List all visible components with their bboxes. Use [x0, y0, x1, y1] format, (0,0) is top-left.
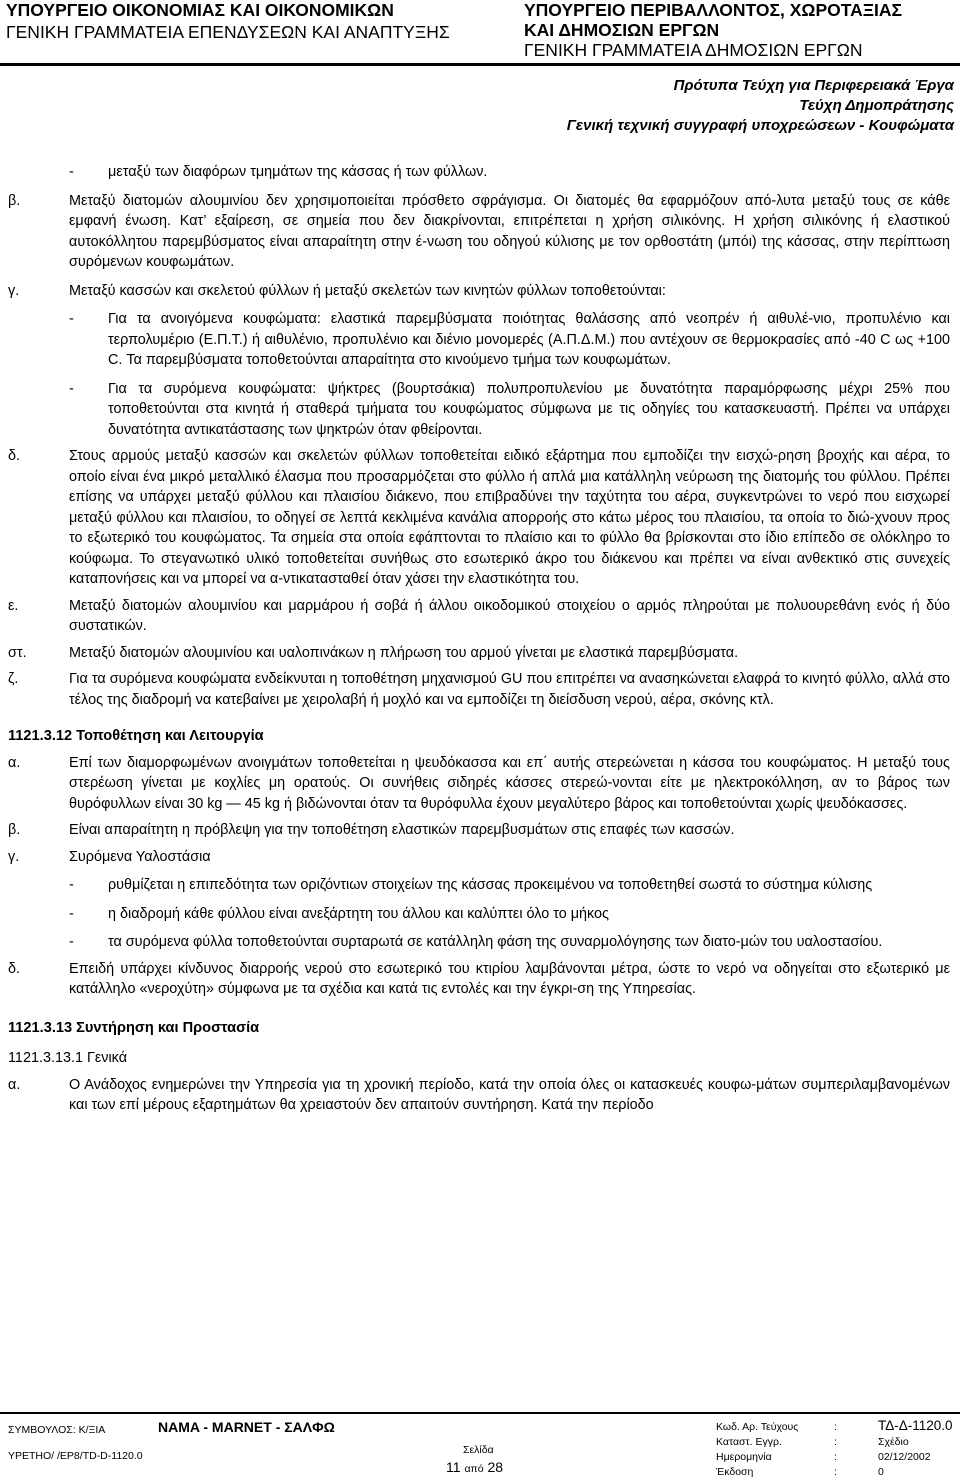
- subsection-heading: 1121.3.13.1 Γενικά: [8, 1050, 128, 1066]
- list-item: [0, 379, 960, 441]
- list-item: [0, 643, 960, 664]
- footer-divider: [0, 1412, 960, 1414]
- doc-title-1: Πρότυπα Τεύχη για Περιφερειακά Έργα: [673, 77, 954, 94]
- list-item: [0, 596, 960, 637]
- item-label: β.: [8, 192, 21, 209]
- document-meta: [710, 1418, 960, 1481]
- meta-row: [710, 1436, 960, 1451]
- paragraph-text: μεταξύ των διαφόρων τμημάτων της κάσσας ή των φύλλων.: [108, 164, 488, 180]
- paragraph-text: Είναι απαραίτητη η πρόβλεψη για την τοποθέτηση ελαστικών παρεμβυσμάτων στις επαφές των κασσών.: [69, 822, 735, 838]
- document-titles: [567, 76, 954, 136]
- paragraph-text: Για τα συρόμενα κουφώματα: ψήκτρες (βουρτσάκια) πολυπροπυλενίου με δυνατότητα παραμόρφωσης μέχρι 25% που τοποθετούνται στα κινητά ή σταθερά τμήματα του κουφώματος σύμφωνα με τις οδηγίες του κατασκευαστή. Πρέπει να υπάρχει δυνατότητα αντικατάστασης των ψηκτρών όταν φθείρονται.: [108, 380, 950, 438]
- paragraph-text: η διαδρομή κάθε φύλλου είναι ανεξάρτητη του άλλου και καλύπτει όλο το μήκος: [108, 905, 609, 922]
- ministry-name-right-1: ΥΠΟΥΡΓΕΙΟ ΠΕΡΙΒΑΛΛΟΝΤΟΣ, ΧΩΡΟΤΑΞΙΑΣ: [524, 0, 903, 20]
- item-label: στ.: [8, 644, 27, 661]
- meta-row: [710, 1451, 960, 1466]
- dash-bullet: -: [69, 311, 74, 327]
- list-item: [0, 904, 960, 925]
- list-item: [0, 1075, 960, 1116]
- header-left: [6, 0, 476, 42]
- paragraph-text: Μεταξύ διατομών αλουμινίου και υαλοπινάκων η πλήρωση του αρμού γίνεται με ελαστικά παρεμβύσματα.: [69, 644, 739, 661]
- item-label: δ.: [8, 448, 21, 464]
- doc-title-2: Τεύχη Δημοπράτησης: [799, 97, 954, 114]
- meta-key: Κωδ. Αρ. Τεύχους: [716, 1421, 799, 1433]
- paragraph-text: Επειδή υπάρχει κίνδυνος διαρροής νερού στο εσωτερικό του κτιρίου λαμβάνονται μέτρα, ώστε το νερό να οδηγείται στο εξωτερικό με κατάλληλο «νεροχύτη» σύμφωνα με τα σχέδια και κατά τις εντολές και την έγκρι-ση της Υπηρεσίας.: [69, 960, 950, 997]
- item-label: γ.: [8, 848, 20, 865]
- meta-colon: :: [834, 1451, 837, 1463]
- dash-bullet: -: [69, 164, 74, 180]
- page-total: 28: [487, 1459, 504, 1475]
- paragraph-text: ρυθμίζεται η επιπεδότητα των οριζόντιων στοιχείων της κάσσας προκειμένου να τοποθετηθεί σωστά το σύστημα κύλισης: [108, 877, 873, 893]
- ministry-name-right-2: ΚΑΙ ΔΗΜΟΣΙΩΝ ΕΡΓΩΝ: [524, 20, 720, 40]
- list-item: [0, 281, 960, 302]
- paragraph-text: τα συρόμενα φύλλα τοποθετούνται συρταρωτά σε κατάλληλη φάση της συναρμολόγησης των διατο-μών του υαλοστασίου.: [108, 934, 883, 950]
- list-item: [0, 446, 960, 590]
- meta-value: 0: [878, 1466, 884, 1478]
- ministry-name-left: ΥΠΟΥΡΓΕΙΟ ΟΙΚΟΝΟΜΙΑΣ ΚΑΙ ΟΙΚΟΝΟΜΙΚΩΝ: [6, 0, 394, 20]
- item-label: α.: [8, 1076, 21, 1093]
- list-item: [0, 309, 960, 371]
- dash-bullet: -: [69, 905, 74, 922]
- meta-value: 02/12/2002: [878, 1451, 931, 1463]
- meta-key: Καταστ. Εγγρ.: [716, 1436, 782, 1448]
- consultant-label: ΣΥΜΒΟΥΛΟΣ: Κ/ΞΙΑ: [8, 1424, 106, 1436]
- dash-bullet: -: [69, 934, 74, 950]
- meta-colon: :: [834, 1436, 837, 1448]
- meta-value: ΤΔ-Δ-1120.0: [878, 1418, 953, 1433]
- paragraph-text: Μεταξύ διατομών αλουμινίου και μαρμάρου ή σοβά ή άλλου οικοδομικού στοιχείου ο αρμός πληρούται με πολυουρεθάνη ενός ή δύο συστατικών.: [69, 597, 950, 634]
- meta-row: [710, 1418, 960, 1436]
- paragraph-text: Για τα συρόμενα κουφώματα ενδείκνυται η τοποθέτηση μηχανισμού GU που επιτρέπει να ανασηκώνεται ελαφρά το κινητό φύλλο, αλλά στο τέλος της διαδρομή να κατεβαίνει με χειρολαβή ή μοχλό και να εμποδίζει τη διείσδυση νερού, αέρα, σκόνης κτλ.: [69, 671, 950, 708]
- paragraph-text: Στους αρμούς μεταξύ κασσών και σκελετών φύλλων τοποθετείται ειδικό εξάρτημα που εμποδίζει την εισχώ-ρηση βροχής και αέρα, το οποίο είναι ένα μικρό μεταλλικό έλασμα που προσαρμόζεται στο φύλλο ή απλά μια κατάλληλη νεύρωση της διατομής του φύλλου. Πρέπει επίσης να υπάρχει μεταξύ φύλλου και πλαισίου διάκενο, που επιβραδύνει την ταχύτητα του αέρα, συγκεντρώνει το νερό που εισχωρεί μεταξύ φύλλου και πλαισίου, το οδηγεί σε λεπτά κεκλιμένα κανάλια απορροής στο κάτω μέρος του πλαισίου, τα οποία το διώ-χνουν προς το εξωτερικό του κουφώματος. Τα σημεία στα οποία εφάπτονται το πλαίσιο και το φύλλο θα βρίσκονται στο ίδιο επίπεδο σε ολόκληρο το κούφωμα. Το στεγανωτικό υλικό τοποθετείται συνήθως στο εσωτερικό άκρο του διάκενου και πρέπει να είναι ανθεκτικό στις συνεχείς καταπονήσεις και να μπορεί να α-ντικατασταθεί όταν χάσει την ελαστικότητα του.: [69, 448, 950, 587]
- item-label: β.: [8, 822, 21, 838]
- meta-row: [710, 1466, 960, 1481]
- list-item: [0, 753, 960, 815]
- paragraph-text: Μεταξύ κασσών και σκελετού φύλλων ή μεταξύ σκελετών των κινητών φύλλων τοποθετούνται:: [69, 282, 666, 299]
- secretariat-name-right: ΓΕΝΙΚΗ ΓΡΑΜΜΑΤΕΙΑ ΔΗΜΟΣΙΩΝ ΕΡΓΩΝ: [524, 40, 863, 60]
- list-item: [0, 820, 960, 841]
- page-current: 11: [446, 1459, 461, 1475]
- document-code: ΥΡΕΤΗΟ/ /ΕΡ8/ΤD-D-1120.0: [8, 1450, 143, 1462]
- item-label: ζ.: [8, 671, 19, 687]
- page-of: από: [464, 1463, 484, 1475]
- paragraph-text: Για τα ανοιγόμενα κουφώματα: ελαστικά παρεμβύσματα ποιότητας θαλάσσης από νεοπρέν ή αιθυλέ-νιο, προπυλένιο και τερπολυμέριο (Ε.Π.Τ.) ή αιθυλένιο, προπυλένιο και διένιο μονομερές (Α.Π.Δ.Μ.) που αντέχουν σε θερμοκρασίες από -40 C ως +100 C. Τα παρεμβύσματα τοποθετούνται απαραίτητα στο κινούμενο τμήμα των κουφωμάτων.: [108, 311, 950, 368]
- doc-title-3: Γενική τεχνική συγγραφή υποχρεώσεων - Κουφώματα: [566, 117, 954, 134]
- section-heading: 1121.3.13 Συντήρηση και Προστασία: [8, 1019, 260, 1036]
- document-body: [0, 162, 960, 1116]
- secretariat-name-left: ΓΕΝΙΚΗ ΓΡΑΜΜΑΤΕΙΑ ΕΠΕΝΔΥΣΕΩΝ ΚΑΙ ΑΝΑΠΤΥΞΗΣ: [6, 22, 450, 42]
- item-label: γ.: [8, 282, 20, 299]
- header-right: [524, 0, 960, 60]
- paragraph-text: Ο Ανάδοχος ενημερώνει την Υπηρεσία για τη χρονική περίοδο, κατά την οποία όλες οι κατασκευές κουφω-μάτων συμπεριλαμβανομένων και των επί μέρους εξαρτημάτων θα χρειαστούν δεν απαιτούν συντήρηση. Κατά την περίοδο: [69, 1076, 950, 1113]
- list-item: [0, 847, 960, 868]
- list-item: [0, 959, 960, 1000]
- item-label: α.: [8, 754, 21, 771]
- page-label: Σελίδα: [463, 1444, 494, 1456]
- list-item: [0, 875, 960, 896]
- meta-value: Σχέδιο: [878, 1436, 909, 1448]
- item-label: ε.: [8, 597, 19, 614]
- paragraph-text: Μεταξύ διατομών αλουμινίου δεν χρησιμοποιείται πρόσθετο σφράγισμα. Οι διατομές θα εφαρμόζουν από-λυτα μεταξύ τους σε κάθε εμφανή ένωση. Κατ’ εξαίρεση, σε σημεία που δεν διακρίνονται, επιτρέπεται η χρήση σιλικόνης. Η χρήση σιλικόνης ή ελαστικού αυτοκόλλητου παρεμβύσματος είναι απαραίτητη στην έ-νωση του οδηγού κύλισης με τον ορθοστάτη (μπόι) της κάσσας, στην περίπτωση συρόμενων κουφωμάτων.: [69, 192, 950, 270]
- list-item: [0, 932, 960, 953]
- list-item: [0, 669, 960, 710]
- list-item: [0, 162, 960, 183]
- dash-bullet: -: [69, 877, 74, 893]
- meta-colon: :: [834, 1466, 837, 1478]
- meta-key: Ημερομηνία: [716, 1451, 772, 1463]
- paragraph-text: Συρόμενα Υαλοστάσια: [69, 848, 211, 865]
- header-divider: [0, 63, 960, 66]
- dash-bullet: -: [69, 380, 74, 397]
- page-number: [446, 1459, 503, 1475]
- consultant-value: NAMA - MARNET - ΣΑΛΦΩ: [158, 1419, 335, 1435]
- item-label: δ.: [8, 960, 21, 977]
- paragraph-text: Επί των διαμορφωμένων ανοιγμάτων τοποθετείται η ψευδόκασσα και επ΄ αυτής στερεώνεται η κάσσα του κουφώματος. Η μεταξύ τους στερέωση γίνεται με κοχλίες μη ορατούς. Οι συνήθεις σιδηρές κάσσες στερεώ-νονται είτε με ηλεκτροκόλληση, αν το βάρος των θυρόφυλλων είναι 30 kg — 45 kg ή βιδώνονται όταν τα θυρόφυλλα έχουν μεγαλύτερο βάρος και τοποθετούνται χωρίς ψευδόκασσες.: [69, 754, 950, 812]
- list-item: [0, 191, 960, 273]
- section-heading: 1121.3.12 Τοποθέτηση και Λειτουργία: [8, 728, 264, 744]
- meta-colon: :: [834, 1421, 837, 1433]
- page-footer: [0, 1412, 960, 1480]
- meta-key: Έκδοση: [716, 1466, 754, 1478]
